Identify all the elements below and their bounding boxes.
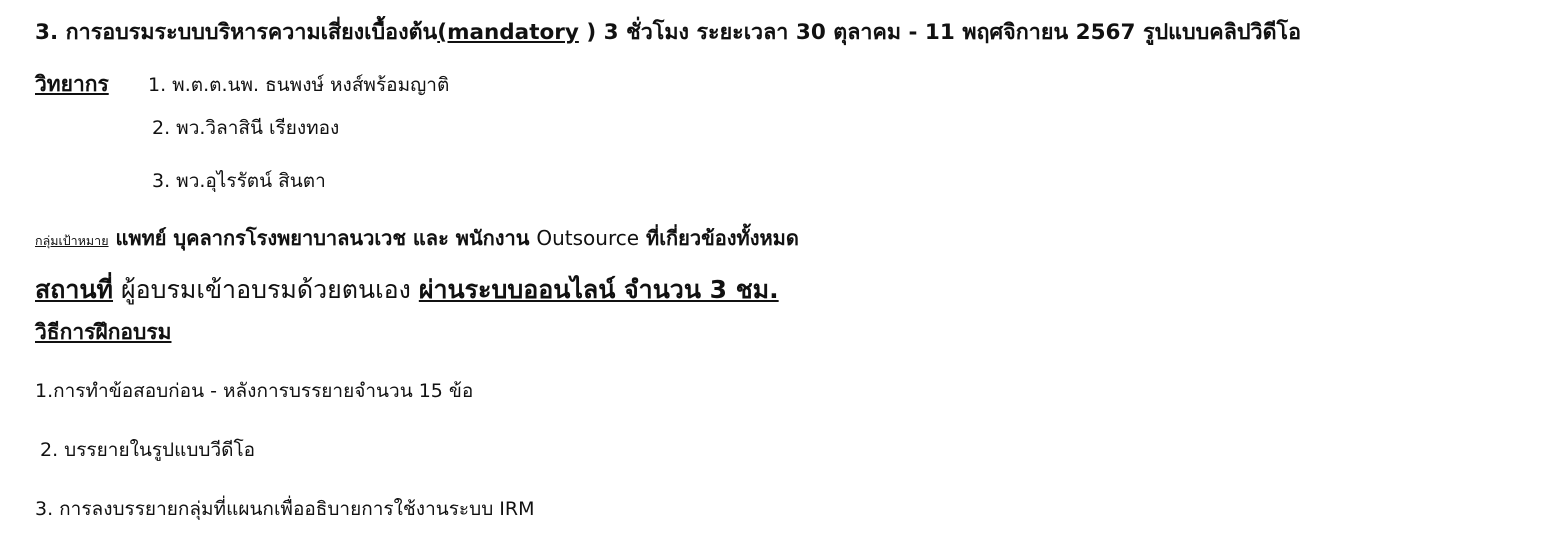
method-step-2: 2. บรรยายในรูปแบบวีดีโอ bbox=[40, 439, 256, 461]
target-group-outsource: Outsource bbox=[536, 226, 640, 250]
target-group-label: กลุ่มเป้าหมาย bbox=[35, 233, 109, 248]
target-group-part1: แพทย์ บุคลากรโรงพยาบาลนวเวช และ พนักงาน bbox=[108, 226, 537, 250]
training-title bbox=[35, 22, 1301, 44]
method-step-3: 3. การลงบรรยายกลุ่มที่แผนกเพื่ออธิบายการใช้งานระบบ IRM bbox=[35, 498, 535, 520]
venue-label: สถานที่ bbox=[35, 275, 114, 304]
target-group bbox=[35, 228, 799, 248]
method-step-1: 1.การทำข้อสอบก่อน - หลังการบรรยายจำนวน 15 ข้อ bbox=[35, 380, 474, 402]
venue-text: ผู้อบรมเข้าอบรมด้วยตนเอง bbox=[113, 275, 419, 304]
speaker-item-1: 1. พ.ต.ต.นพ. ธนพงษ์ หงส์พร้อมญาติ bbox=[148, 74, 450, 96]
speaker-item-3: 3. พว.อุไรรัตน์ สินตา bbox=[152, 170, 326, 192]
venue-emphasis: ผ่านระบบออนไลน์ จำนวน 3 ชม. bbox=[418, 275, 779, 304]
speakers-label: วิทยากร bbox=[35, 72, 109, 96]
method-heading: วิธีการฝึกอบรม bbox=[35, 320, 172, 344]
venue bbox=[35, 277, 779, 302]
speaker-item-2: 2. พว.วิลาสินี เรียงทอง bbox=[152, 117, 340, 139]
target-group-part3: ที่เกี่ยวข้องทั้งหมด bbox=[639, 226, 799, 250]
title-prefix: 3. การอบรมระบบบริหารความเสี่ยงเบื้องต้น bbox=[35, 20, 438, 45]
title-suffix: ) 3 ชั่วโมง ระยะเวลา 30 ตุลาคม - 11 พฤศจิกายน 2567 รูปแบบคลิปวิดีโอ bbox=[578, 20, 1302, 45]
title-mandatory: (mandatory bbox=[437, 20, 579, 45]
